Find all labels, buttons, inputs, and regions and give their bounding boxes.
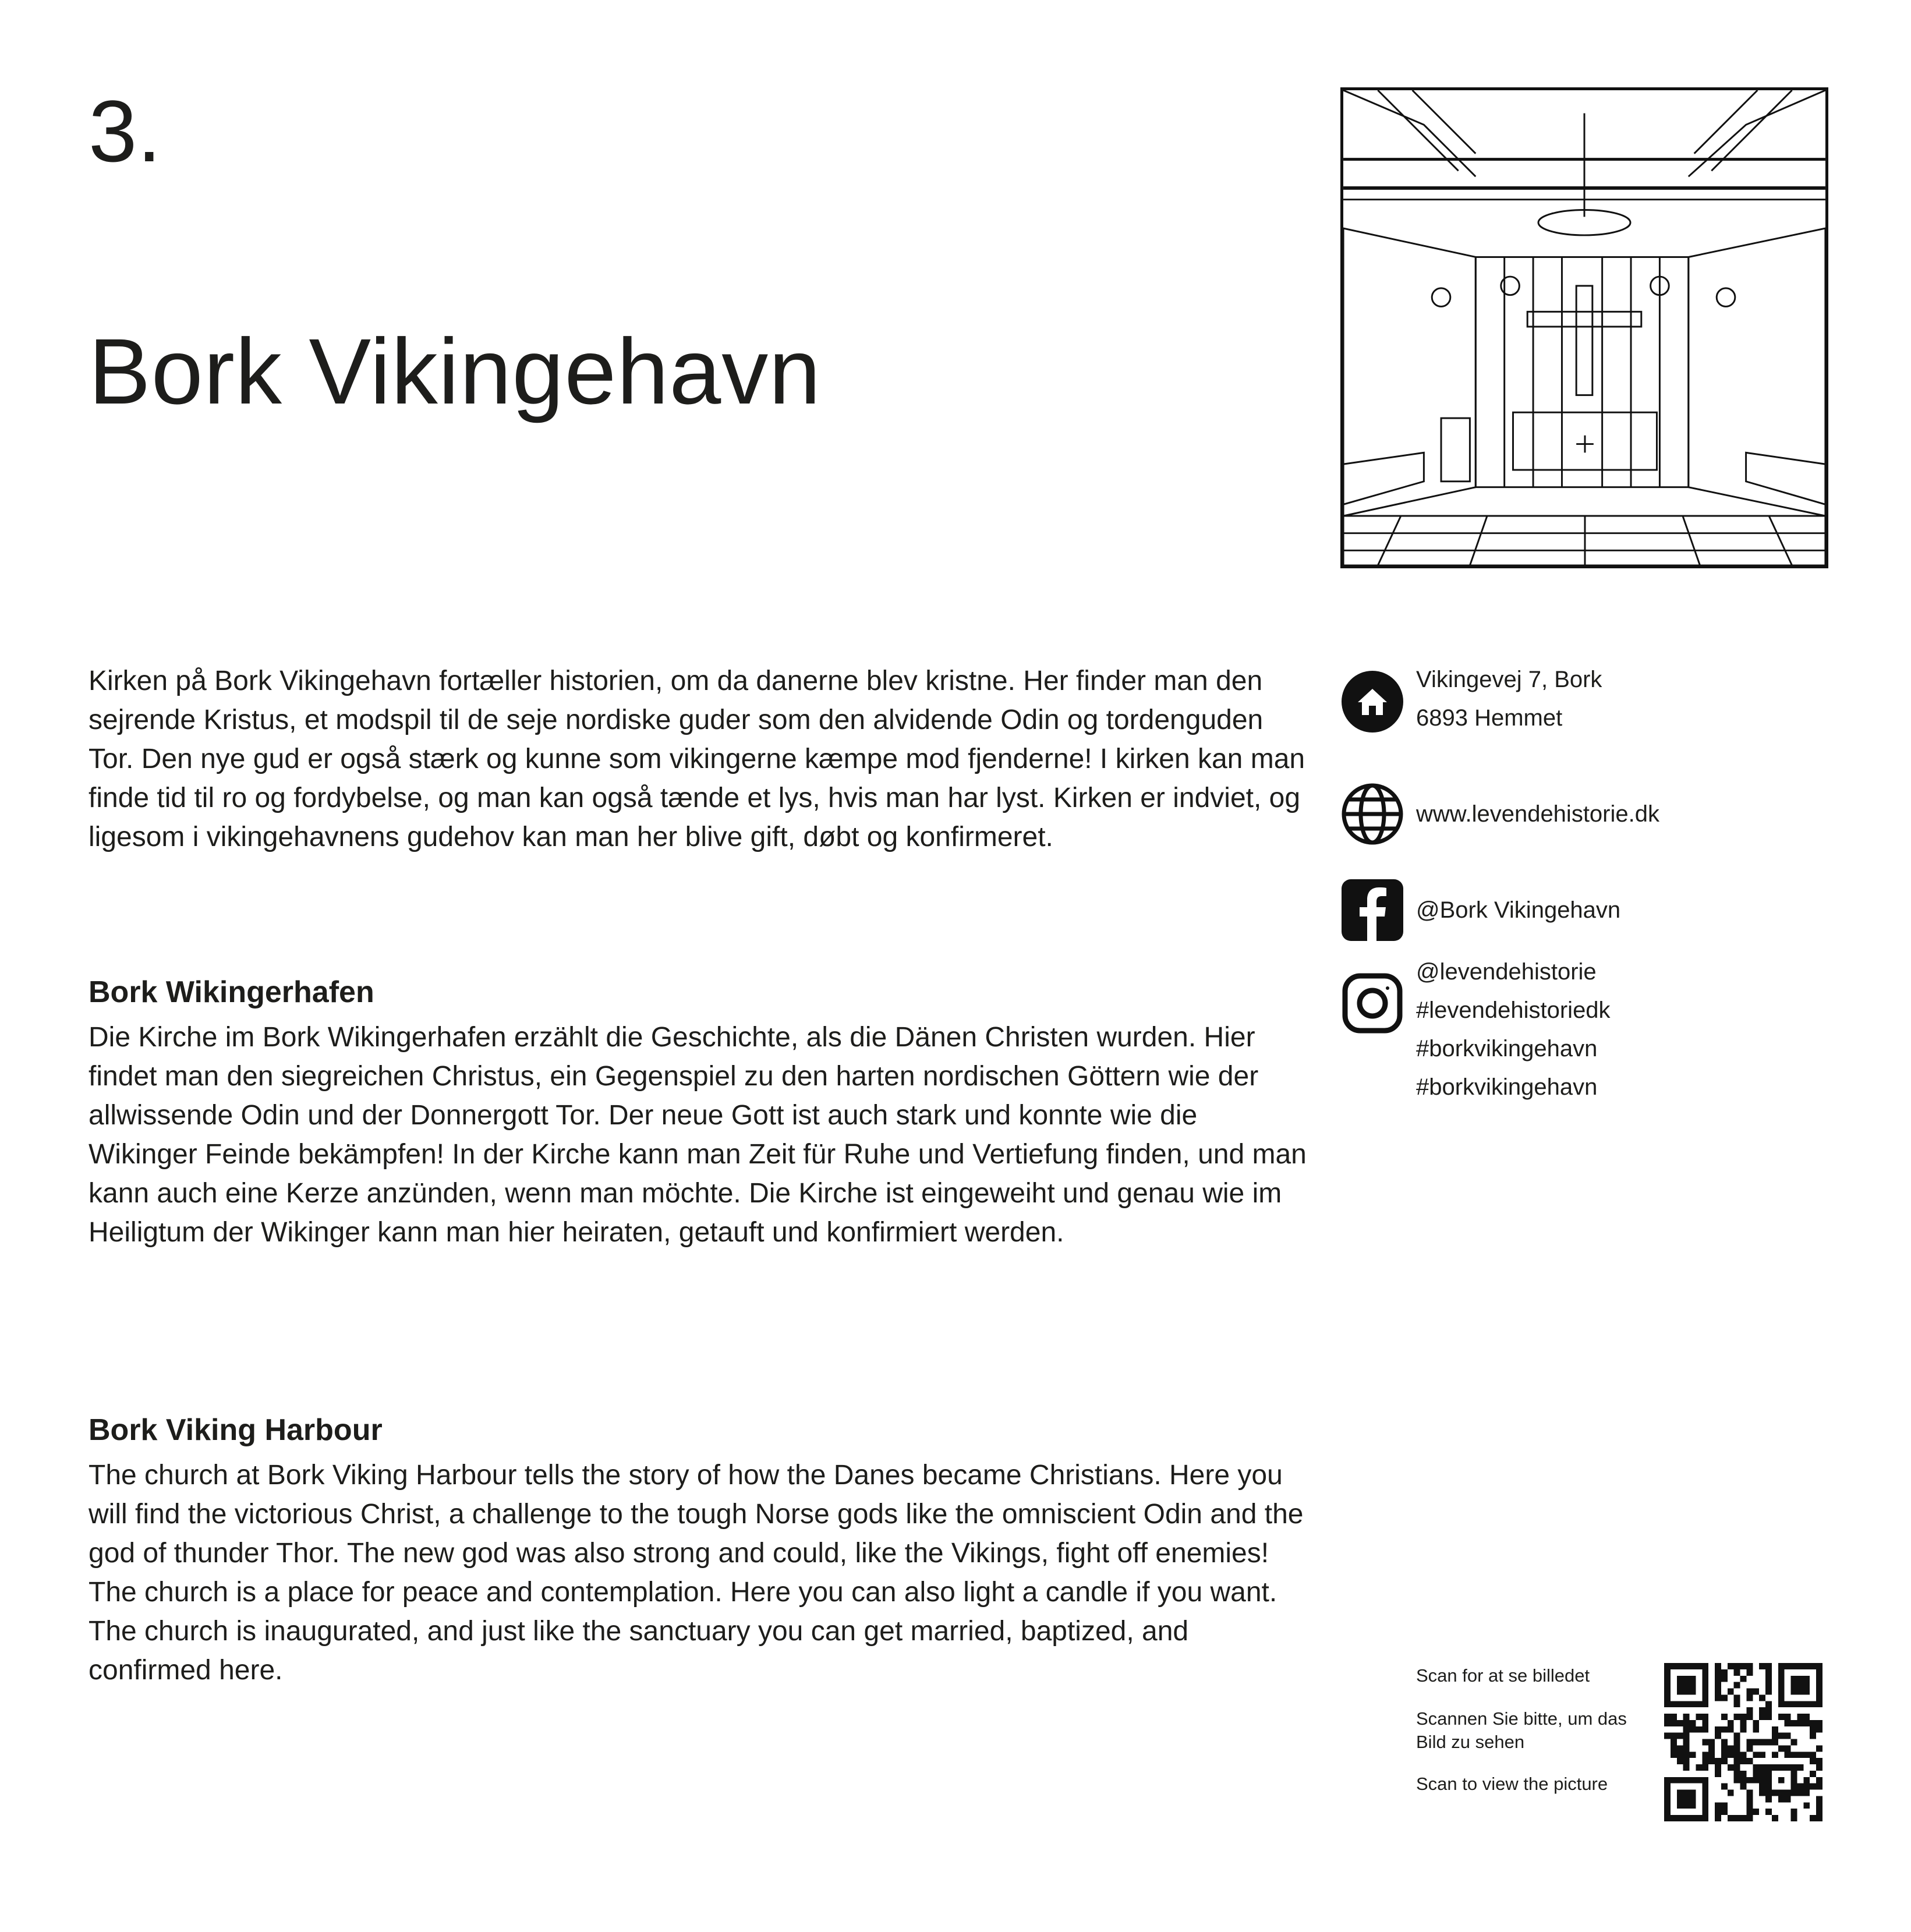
page-title: Bork Vikingehavn — [89, 319, 822, 423]
address-line1: Vikingevej 7, Bork — [1416, 667, 1602, 692]
instagram-handle[interactable]: @levendehistorie — [1416, 959, 1597, 985]
qr-label-german: Scannen Sie bitte, um das Bild zu sehen — [1416, 1708, 1627, 1752]
facebook-icon[interactable] — [1340, 878, 1404, 942]
globe-icon — [1340, 782, 1404, 846]
danish-section — [89, 661, 1311, 857]
hashtag-borkvikingehavn[interactable]: #borkvikingehavn — [1416, 1036, 1598, 1061]
qr-label-danish: Scan for at se billedet — [1416, 1665, 1590, 1686]
qr-label-english: Scan to view the picture — [1416, 1774, 1608, 1794]
address-text — [1416, 660, 1602, 737]
section-number: 3. — [89, 82, 162, 180]
home-icon — [1340, 670, 1404, 734]
qr-code[interactable] — [1664, 1663, 1822, 1821]
english-heading: Bork Viking Harbour — [89, 1413, 383, 1447]
instagram-icon[interactable] — [1340, 971, 1404, 1035]
address-line2: 6893 Hemmet — [1416, 705, 1563, 731]
facebook-handle[interactable]: @Bork Vikingehavn — [1416, 897, 1621, 923]
english-body: The church at Bork Viking Harbour tells the story of how the Danes became Christians. Here you will find the victorious Christ, a challenge to the tough Norse gods like the omniscient Odin and the god of thunder Thor. The new god was also strong and could, like the Vikings, fight off enemies! The church is a place for peace and contemplation. Here you can also light a candle if you want. The church is inaugurated, and just like the sanctuary you can get married, baptized, and confirmed here. — [89, 1460, 1304, 1686]
english-section — [89, 1415, 1311, 1690]
hashtag-borkvikingehavn-2[interactable]: #borkvikingehavn — [1416, 1074, 1598, 1100]
church-interior-illustration — [1340, 87, 1828, 568]
german-body: Die Kirche im Bork Wikingerhafen erzählt die Geschichte, als die Dänen Christen wurden. Hier findet man den siegreichen Christus, ein Gegenspiel zu den harten nordischen Göttern wie der allwissende Odin und der Donnergott Tor. Der neue Gott ist auch stark und konnte wie die Wikinger Feinde bekämpfen! In der Kirche kann man Zeit für Ruhe und Vertiefung finden, und man kann auch eine Kerze anzünden, wenn man möchte. Die Kirche ist eingeweiht und genau wie im Heiligtum der Wikinger kann man hier heiraten, getauft und konfirmiert werden. — [89, 1022, 1307, 1248]
website-link[interactable]: www.levendehistorie.dk — [1416, 801, 1659, 827]
instagram-text — [1416, 953, 1611, 1106]
danish-body: Kirken på Bork Vikingehavn fortæller historien, om da danerne blev kristne. Her finder man den sejrende Kristus, et modspil til de seje nordiske guder som den alvidende Odin og tordenguden Tor. Den nye gud er også stærk og kunne som vikingerne kæmpe mod fjenderne! I kirken kan man finde tid til ro og fordybelse, og man kan også tænde et lys, hvis man har lyst. Kirken er indviet, og ligesom i vikingehavnens gudehov kan man her blive gift, døbt og konfirmeret. — [89, 666, 1305, 852]
german-section — [89, 977, 1311, 1252]
hashtag-levendehistoriedk[interactable]: #levendehistoriedk — [1416, 997, 1611, 1023]
german-heading: Bork Wikingerhafen — [89, 975, 374, 1009]
